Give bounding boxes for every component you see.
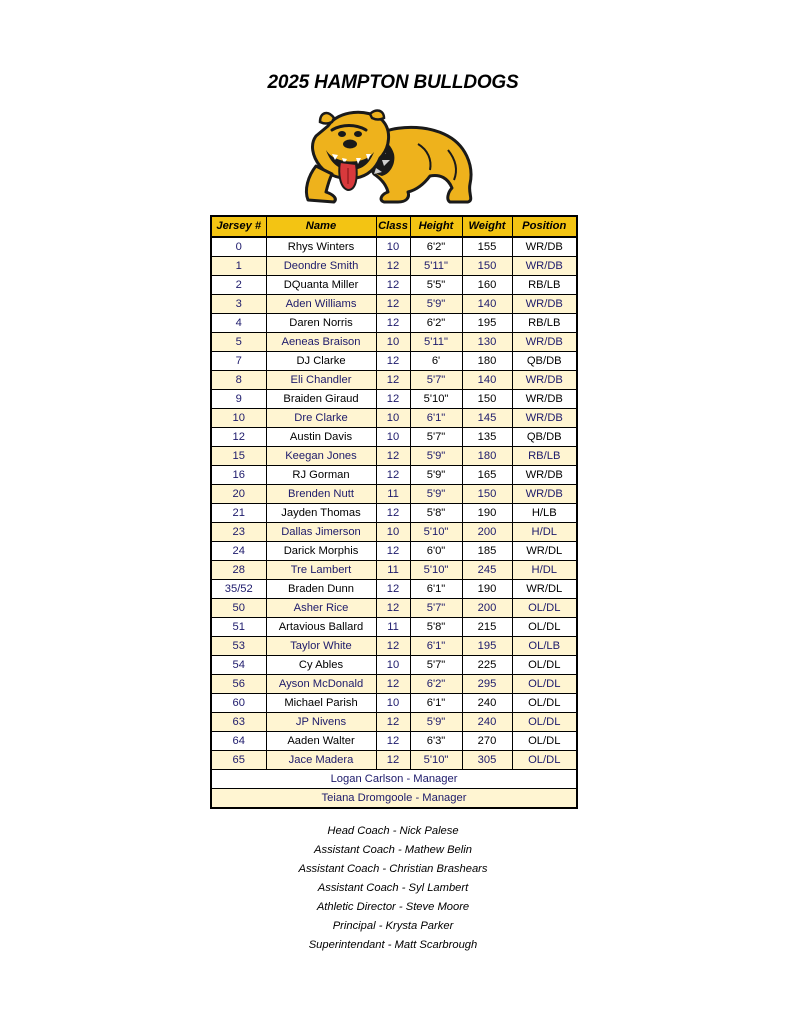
table-row bbox=[211, 447, 577, 466]
table-header-row bbox=[211, 216, 577, 237]
player-name: JP Nivens bbox=[266, 713, 376, 732]
player-position: WR/DL bbox=[512, 542, 577, 561]
jersey-number: 60 bbox=[211, 694, 266, 713]
player-height: 5'7" bbox=[410, 599, 462, 618]
player-position: WR/DB bbox=[512, 371, 577, 390]
player-height: 5'10" bbox=[410, 390, 462, 409]
player-name: Taylor White bbox=[266, 637, 376, 656]
player-name: Braden Dunn bbox=[266, 580, 376, 599]
player-height: 6'0" bbox=[410, 542, 462, 561]
jersey-number: 65 bbox=[211, 751, 266, 770]
player-name: Jayden Thomas bbox=[266, 504, 376, 523]
player-class: 10 bbox=[376, 428, 410, 447]
player-class: 12 bbox=[376, 276, 410, 295]
player-weight: 295 bbox=[462, 675, 512, 694]
table-row bbox=[211, 257, 577, 276]
table-row bbox=[211, 523, 577, 542]
jersey-number: 21 bbox=[211, 504, 266, 523]
jersey-number: 12 bbox=[211, 428, 266, 447]
player-class: 12 bbox=[376, 542, 410, 561]
player-weight: 180 bbox=[462, 352, 512, 371]
jersey-number: 56 bbox=[211, 675, 266, 694]
player-class: 12 bbox=[376, 371, 410, 390]
jersey-number: 5 bbox=[211, 333, 266, 352]
player-position: OL/DL bbox=[512, 675, 577, 694]
player-class: 12 bbox=[376, 504, 410, 523]
player-weight: 190 bbox=[462, 504, 512, 523]
table-row bbox=[211, 618, 577, 637]
player-height: 6'1" bbox=[410, 409, 462, 428]
player-position: OL/DL bbox=[512, 713, 577, 732]
table-row bbox=[211, 580, 577, 599]
player-height: 6'2" bbox=[410, 675, 462, 694]
player-name: Rhys Winters bbox=[266, 237, 376, 257]
player-name: DJ Clarke bbox=[266, 352, 376, 371]
jersey-number: 9 bbox=[211, 390, 266, 409]
player-weight: 200 bbox=[462, 523, 512, 542]
player-height: 5'11" bbox=[410, 333, 462, 352]
player-height: 6'1" bbox=[410, 694, 462, 713]
player-name: Asher Rice bbox=[266, 599, 376, 618]
player-position: WR/DB bbox=[512, 333, 577, 352]
player-position: WR/DB bbox=[512, 390, 577, 409]
player-height: 6' bbox=[410, 352, 462, 371]
jersey-number: 1 bbox=[211, 257, 266, 276]
jersey-number: 53 bbox=[211, 637, 266, 656]
player-class: 11 bbox=[376, 561, 410, 580]
table-row bbox=[211, 276, 577, 295]
table-row bbox=[211, 295, 577, 314]
player-height: 5'9" bbox=[410, 447, 462, 466]
player-weight: 305 bbox=[462, 751, 512, 770]
player-name: Jace Madera bbox=[266, 751, 376, 770]
jersey-number: 8 bbox=[211, 371, 266, 390]
roster-table bbox=[210, 215, 578, 809]
jersey-number: 0 bbox=[211, 237, 266, 257]
table-row bbox=[211, 409, 577, 428]
player-class: 12 bbox=[376, 295, 410, 314]
player-weight: 130 bbox=[462, 333, 512, 352]
player-name: Eli Chandler bbox=[266, 371, 376, 390]
player-class: 11 bbox=[376, 485, 410, 504]
table-row bbox=[211, 466, 577, 485]
manager-row bbox=[211, 789, 577, 809]
player-class: 12 bbox=[376, 675, 410, 694]
jersey-number: 20 bbox=[211, 485, 266, 504]
player-position: OL/DL bbox=[512, 618, 577, 637]
player-position: OL/DL bbox=[512, 656, 577, 675]
table-row bbox=[211, 504, 577, 523]
jersey-number: 50 bbox=[211, 599, 266, 618]
player-weight: 195 bbox=[462, 314, 512, 333]
player-class: 10 bbox=[376, 656, 410, 675]
player-weight: 140 bbox=[462, 371, 512, 390]
player-height: 5'7" bbox=[410, 428, 462, 447]
player-name: Braiden Giraud bbox=[266, 390, 376, 409]
player-weight: 240 bbox=[462, 694, 512, 713]
player-class: 12 bbox=[376, 599, 410, 618]
player-height: 5'5" bbox=[410, 276, 462, 295]
player-height: 5'9" bbox=[410, 485, 462, 504]
player-height: 5'10" bbox=[410, 523, 462, 542]
table-row bbox=[211, 751, 577, 770]
table-row bbox=[211, 694, 577, 713]
jersey-number: 2 bbox=[211, 276, 266, 295]
jersey-number: 54 bbox=[211, 656, 266, 675]
player-position: RB/LB bbox=[512, 314, 577, 333]
table-row bbox=[211, 732, 577, 751]
player-height: 5'7" bbox=[410, 656, 462, 675]
player-height: 5'9" bbox=[410, 713, 462, 732]
player-weight: 150 bbox=[462, 485, 512, 504]
player-class: 12 bbox=[376, 314, 410, 333]
player-height: 5'10" bbox=[410, 561, 462, 580]
player-position: RB/LB bbox=[512, 276, 577, 295]
player-name: Cy Ables bbox=[266, 656, 376, 675]
player-name: DQuanta Miller bbox=[266, 276, 376, 295]
player-height: 6'2" bbox=[410, 314, 462, 333]
player-position: H/LB bbox=[512, 504, 577, 523]
table-row bbox=[211, 428, 577, 447]
jersey-number: 15 bbox=[211, 447, 266, 466]
player-class: 12 bbox=[376, 637, 410, 656]
player-class: 10 bbox=[376, 694, 410, 713]
bulldog-logo-icon bbox=[298, 104, 482, 208]
player-position: OL/LB bbox=[512, 637, 577, 656]
player-weight: 145 bbox=[462, 409, 512, 428]
player-weight: 165 bbox=[462, 466, 512, 485]
jersey-number: 24 bbox=[211, 542, 266, 561]
player-class: 10 bbox=[376, 333, 410, 352]
player-position: WR/DB bbox=[512, 466, 577, 485]
table-row bbox=[211, 371, 577, 390]
player-weight: 245 bbox=[462, 561, 512, 580]
table-row bbox=[211, 675, 577, 694]
player-weight: 225 bbox=[462, 656, 512, 675]
column-header: Class bbox=[376, 216, 410, 237]
player-class: 12 bbox=[376, 257, 410, 276]
player-weight: 180 bbox=[462, 447, 512, 466]
player-class: 11 bbox=[376, 618, 410, 637]
staff-member: Head Coach - Nick Palese bbox=[327, 825, 459, 837]
staff-member: Athletic Director - Steve Moore bbox=[316, 901, 470, 913]
table-row bbox=[211, 352, 577, 371]
player-class: 12 bbox=[376, 751, 410, 770]
jersey-number: 23 bbox=[211, 523, 266, 542]
player-name: Brenden Nutt bbox=[266, 485, 376, 504]
player-height: 5'8" bbox=[410, 504, 462, 523]
player-position: OL/DL bbox=[512, 694, 577, 713]
player-height: 6'2" bbox=[410, 237, 462, 257]
jersey-number: 28 bbox=[211, 561, 266, 580]
table-row bbox=[211, 237, 577, 257]
coaching-staff-list bbox=[0, 822, 786, 955]
table-row bbox=[211, 561, 577, 580]
player-name: Artavious Ballard bbox=[266, 618, 376, 637]
player-class: 10 bbox=[376, 523, 410, 542]
jersey-number: 35/52 bbox=[211, 580, 266, 599]
player-class: 12 bbox=[376, 352, 410, 371]
player-position: H/DL bbox=[512, 523, 577, 542]
player-name: RJ Gorman bbox=[266, 466, 376, 485]
player-position: WR/DB bbox=[512, 295, 577, 314]
player-class: 10 bbox=[376, 237, 410, 257]
player-height: 5'10" bbox=[410, 751, 462, 770]
player-name: Aden Williams bbox=[266, 295, 376, 314]
staff-member: Assistant Coach - Mathew Belin bbox=[314, 844, 472, 856]
player-class: 10 bbox=[376, 409, 410, 428]
player-position: RB/LB bbox=[512, 447, 577, 466]
table-row bbox=[211, 485, 577, 504]
player-class: 12 bbox=[376, 580, 410, 599]
player-name: Tre Lambert bbox=[266, 561, 376, 580]
staff-member: Assistant Coach - Syl Lambert bbox=[317, 882, 469, 894]
table-row bbox=[211, 314, 577, 333]
player-position: WR/DL bbox=[512, 580, 577, 599]
player-name: Dre Clarke bbox=[266, 409, 376, 428]
player-height: 5'11" bbox=[410, 257, 462, 276]
player-weight: 150 bbox=[462, 390, 512, 409]
player-weight: 135 bbox=[462, 428, 512, 447]
player-position: QB/DB bbox=[512, 428, 577, 447]
player-weight: 185 bbox=[462, 542, 512, 561]
player-name: Deondre Smith bbox=[266, 257, 376, 276]
player-position: OL/DL bbox=[512, 599, 577, 618]
column-header: Position bbox=[512, 216, 577, 237]
player-weight: 160 bbox=[462, 276, 512, 295]
player-height: 5'9" bbox=[410, 466, 462, 485]
manager-name: Logan Carlson - Manager bbox=[211, 770, 577, 789]
manager-row bbox=[211, 770, 577, 789]
jersey-number: 10 bbox=[211, 409, 266, 428]
player-weight: 155 bbox=[462, 237, 512, 257]
column-header: Weight bbox=[462, 216, 512, 237]
player-position: WR/DB bbox=[512, 485, 577, 504]
player-height: 6'1" bbox=[410, 637, 462, 656]
table-row bbox=[211, 656, 577, 675]
table-row bbox=[211, 599, 577, 618]
table-row bbox=[211, 713, 577, 732]
player-position: WR/DB bbox=[512, 409, 577, 428]
player-height: 6'3" bbox=[410, 732, 462, 751]
player-position: WR/DB bbox=[512, 237, 577, 257]
player-height: 5'9" bbox=[410, 295, 462, 314]
player-name: Dallas Jimerson bbox=[266, 523, 376, 542]
player-position: QB/DB bbox=[512, 352, 577, 371]
player-weight: 140 bbox=[462, 295, 512, 314]
player-name: Keegan Jones bbox=[266, 447, 376, 466]
player-position: OL/DL bbox=[512, 751, 577, 770]
jersey-number: 7 bbox=[211, 352, 266, 371]
player-name: Darick Morphis bbox=[266, 542, 376, 561]
jersey-number: 16 bbox=[211, 466, 266, 485]
player-class: 12 bbox=[376, 390, 410, 409]
column-header: Jersey # bbox=[211, 216, 266, 237]
player-weight: 150 bbox=[462, 257, 512, 276]
column-header: Height bbox=[410, 216, 462, 237]
player-name: Aeneas Braison bbox=[266, 333, 376, 352]
player-weight: 240 bbox=[462, 713, 512, 732]
player-height: 5'7" bbox=[410, 371, 462, 390]
jersey-number: 64 bbox=[211, 732, 266, 751]
player-weight: 195 bbox=[462, 637, 512, 656]
column-header: Name bbox=[266, 216, 376, 237]
player-height: 5'8" bbox=[410, 618, 462, 637]
player-name: Daren Norris bbox=[266, 314, 376, 333]
player-name: Michael Parish bbox=[266, 694, 376, 713]
player-name: Ayson McDonald bbox=[266, 675, 376, 694]
player-class: 12 bbox=[376, 466, 410, 485]
player-position: H/DL bbox=[512, 561, 577, 580]
player-position: OL/DL bbox=[512, 732, 577, 751]
manager-name: Teiana Dromgoole - Manager bbox=[211, 789, 577, 809]
player-class: 12 bbox=[376, 447, 410, 466]
page-title: 2025 HAMPTON BULLDOGS bbox=[267, 72, 519, 93]
jersey-number: 3 bbox=[211, 295, 266, 314]
player-class: 12 bbox=[376, 732, 410, 751]
jersey-number: 4 bbox=[211, 314, 266, 333]
player-weight: 200 bbox=[462, 599, 512, 618]
table-row bbox=[211, 390, 577, 409]
player-weight: 190 bbox=[462, 580, 512, 599]
table-row bbox=[211, 333, 577, 352]
staff-member: Principal - Krysta Parker bbox=[332, 920, 454, 932]
player-class: 12 bbox=[376, 713, 410, 732]
player-name: Austin Davis bbox=[266, 428, 376, 447]
player-weight: 215 bbox=[462, 618, 512, 637]
player-weight: 270 bbox=[462, 732, 512, 751]
player-name: Aaden Walter bbox=[266, 732, 376, 751]
jersey-number: 51 bbox=[211, 618, 266, 637]
staff-member: Assistant Coach - Christian Brashears bbox=[298, 863, 488, 875]
table-row bbox=[211, 637, 577, 656]
table-row bbox=[211, 542, 577, 561]
player-height: 6'1" bbox=[410, 580, 462, 599]
staff-member: Superintendant - Matt Scarbrough bbox=[308, 939, 478, 951]
player-position: WR/DB bbox=[512, 257, 577, 276]
jersey-number: 63 bbox=[211, 713, 266, 732]
